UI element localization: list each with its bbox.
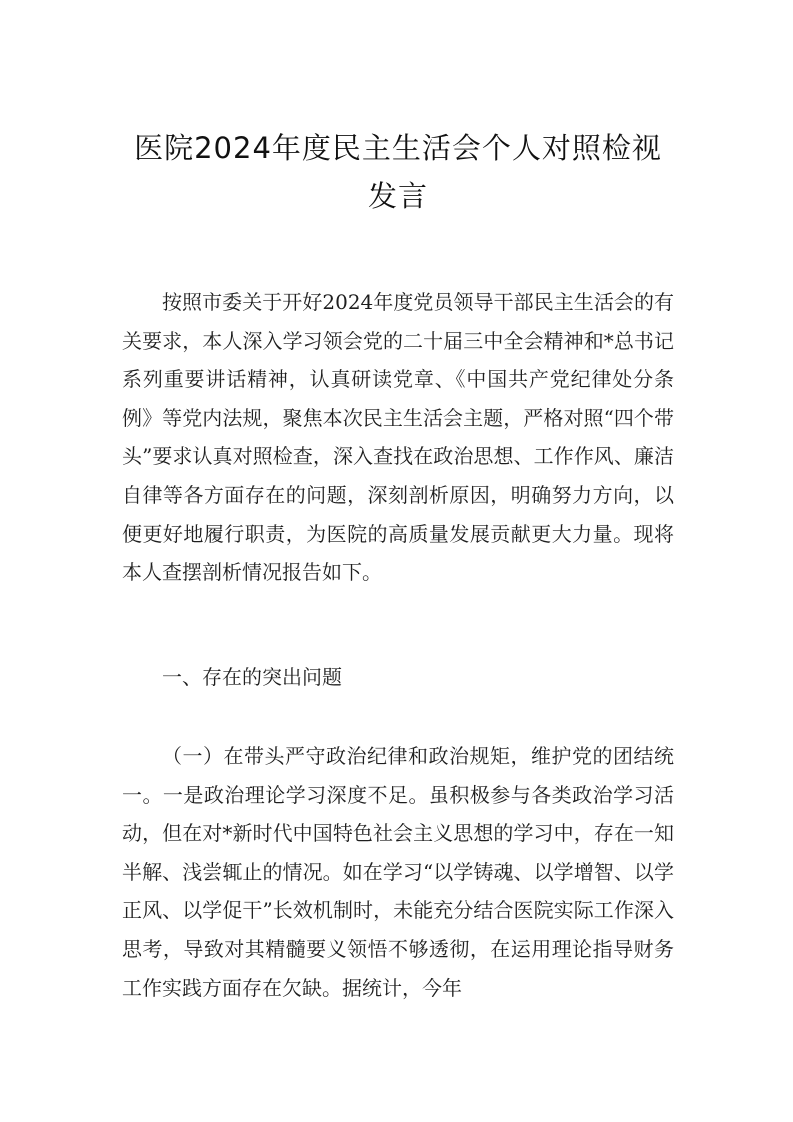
document-title: 医院2024年度民主生活会个人对照检视发言 [134,131,662,213]
section-paragraph: （一）在带头严守政治纪律和政治规矩，维护党的团结统一。一是政治理论学习深度不足。虽积极参与各类政治学习活动，但在对*新时代中国特色社会主义思想的学习中，存在一知半解、浅尝辄止的情况。如在学习“以学铸魂、以学增智、以学正风、以学促干”长效机制时，未能充分结合医院实际工作深入思考，导致对其精髓要义领悟不够透彻，在运用理论指导财务工作实践方面存在欠缺。据统计，今年 [122,744,674,1000]
section-heading: 一、存在的突出问题 [162,665,342,689]
intro-paragraph: 按照市委关于开好2024年度党员领导干部民主生活会的有关要求，本人深入学习领会党的二十届三中全会精神和*总书记系列重要讲话精神，认真研读党章、《中国共产党纪律处分条例》等党内法规，聚焦本次民主生活会主题，严格对照“四个带头”要求认真对照检查，深入查找在政治思想、工作作风、廉洁自律等各方面存在的问题，深刻剖析原因，明确努力方向，以便更好地履行职责，为医院的高质量发展贡献更大力量。现将本人查摆剖析情况报告如下。 [122,290,674,585]
